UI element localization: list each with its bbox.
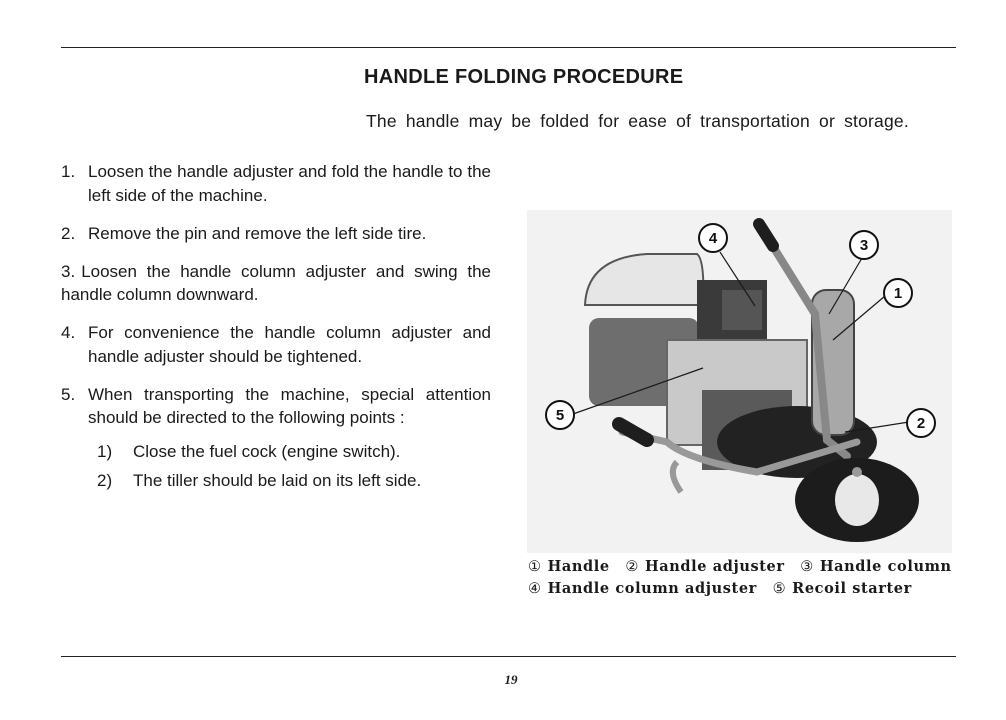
step-number: 5. [61,384,76,404]
intro-text: The handle may be folded for ease of transportation or storage. [366,111,909,131]
substep-text: Close the fuel cock (engine switch). [133,441,401,461]
caption-item [773,580,912,597]
callout-4 [699,224,727,252]
callout-label: 4 [708,230,718,247]
bottom-rule [61,656,956,657]
caption-label: Handle column adjuster [547,580,757,597]
caption-item [528,558,610,575]
page-title: HANDLE FOLDING PROCEDURE [364,66,684,88]
step-text: Loosen the handle column adjuster and swing the handle column downward. [61,261,491,304]
callout-5 [546,401,574,429]
substep-number: 1) [97,441,113,461]
caption-number: ① [528,559,542,575]
step-number: 2. [61,223,76,243]
callout-label: 3 [859,237,869,254]
procedure-steps [61,160,491,499]
page-number: 19 [504,672,518,687]
step-number: 3. [61,261,76,281]
step-text: When transporting the machine, special attention should be directed to the following points : [88,384,491,427]
top-rule [61,47,956,48]
step-4 [61,321,491,368]
caption-item [800,558,951,575]
caption-line-1 [528,556,962,578]
figure-caption [528,556,962,600]
caption-line-2 [528,578,962,600]
caption-number: ③ [800,559,814,575]
step-2 [61,222,491,246]
step-text: Remove the pin and remove the left side tire. [88,223,427,243]
callout-label: 1 [893,285,903,302]
callout-label: 5 [555,407,565,424]
step-text: For convenience the handle column adjuster and handle adjuster should be tightened. [88,323,491,366]
step-text: Loosen the handle adjuster and fold the handle to the left side of the machine. [88,162,491,205]
substep-1 [61,440,491,464]
tiller-illustration [527,210,952,553]
callout-2 [907,409,935,437]
tiller-photo [527,210,952,553]
caption-number: ⑤ [772,581,787,597]
callout-label: 2 [916,415,926,432]
step-5 [61,383,491,430]
caption-label: Handle [547,558,610,575]
caption-label: Recoil starter [792,580,912,597]
callout-3 [850,231,878,259]
callout-1 [884,279,912,307]
step-number: 1. [61,162,76,181]
caption-label: Handle column [819,558,952,575]
substep-number: 2) [97,471,113,490]
caption-label: Handle adjuster [645,558,785,575]
step-3 [61,260,491,307]
caption-number: ② [625,559,639,575]
caption-item [528,580,757,597]
step-number: 4. [61,323,76,342]
substep-2 [61,469,491,493]
caption-item [625,558,784,575]
caption-number: ④ [528,581,542,597]
step-1 [61,160,491,207]
substep-text: The tiller should be laid on its left side. [133,471,422,490]
